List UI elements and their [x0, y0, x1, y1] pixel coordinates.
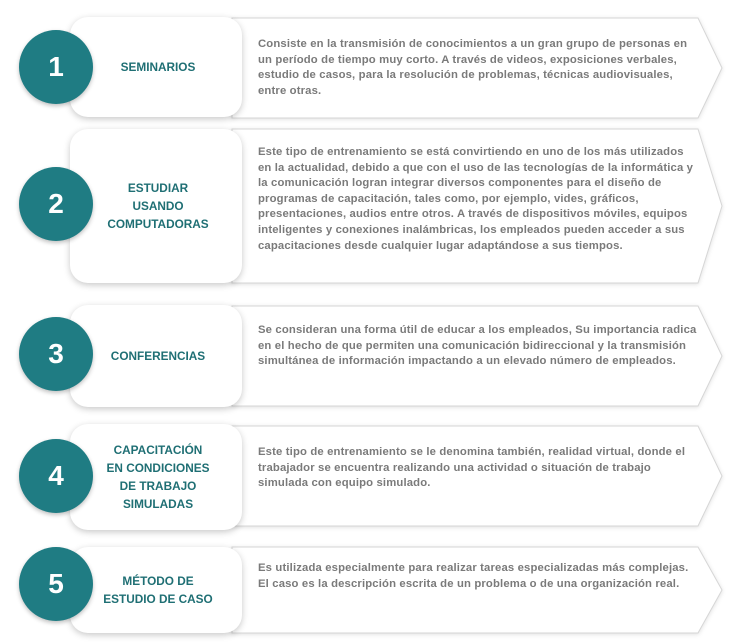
- title-line: USANDO: [132, 199, 184, 213]
- step-title-card: [70, 305, 242, 407]
- title-line: SIMULADAS: [122, 497, 194, 511]
- title-line: DE TRABAJO: [119, 479, 197, 493]
- step-description: Este tipo de entrenamiento se está convirtiendo en uno de los más utilizados en la actualidad, debido a que con el uso de las tecnologías de la informática y la comunicación logran integrar diversos componentes para el diseño de programas de capacitación, tales como, por ejemplo, vides, gráficos, presentaciones, audios entre otros. A través de dispositivos móviles, equipos inteligentes y conexiones inalámbricas, los empleados pueden acceder a sus capacitaciones desde cualquier lugar adaptándose a sus tiempos.: [258, 146, 694, 252]
- step-description: Este tipo de entrenamiento se le denomina también, realidad virtual, donde el trabajador se encuentra realizando una actividad o situación de trabajo simulada con equipo simulado.: [258, 446, 686, 490]
- step-5: [0, 545, 744, 635]
- step-number: 4: [48, 460, 64, 491]
- step-title: [105, 347, 207, 365]
- step-description: Es utilizada especialmente para realizar tareas especializadas más complejas. El caso es la descripción escrita de un problema o de una organización real.: [258, 562, 689, 590]
- step-number-badge: [19, 439, 93, 513]
- title-line: COMPUTADORAS: [107, 217, 209, 231]
- step-title: [101, 179, 210, 233]
- title-line: CAPACITACIÓN: [113, 443, 203, 457]
- step-4: [0, 422, 744, 532]
- title-line: ESTUDIO DE CASO: [103, 592, 213, 606]
- step-title: [115, 58, 198, 76]
- step-2: [0, 127, 744, 289]
- step-number-badge: [19, 547, 93, 621]
- step-title-card: [70, 129, 242, 283]
- step-title-card: [70, 17, 242, 117]
- step-3: [0, 302, 744, 410]
- step-1: [0, 14, 744, 122]
- step-title: [101, 441, 212, 513]
- step-number: 5: [48, 568, 64, 599]
- step-number: 3: [48, 338, 64, 369]
- step-title-card: [70, 547, 242, 633]
- title-line: MÉTODO DE: [122, 574, 194, 588]
- step-number: 1: [48, 51, 64, 82]
- title-line: ESTUDIAR: [127, 181, 189, 195]
- step-description: Consiste en la transmisión de conocimientos a un gran grupo de personas en un período de tiempo muy corto. A través de videos, exposiciones verbales, estudio de casos, para la resolución de problemas, técnicas audiovisuales, entre otras.: [258, 38, 688, 97]
- step-title-card: [70, 424, 242, 530]
- step-title: [97, 572, 214, 608]
- step-number-badge: [19, 167, 93, 241]
- step-number-badge: [19, 30, 93, 104]
- step-description: Se consideran una forma útil de educar a los empleados, Su importancia radica en el hecho de que permiten una comunicación bidireccional y la transmisión simultánea de información impactando a un elevado número de empleados.: [258, 324, 697, 368]
- title-line: SEMINARIOS: [120, 60, 196, 74]
- step-number: 2: [48, 188, 64, 219]
- title-line: EN CONDICIONES: [106, 461, 210, 475]
- step-number-badge: [19, 317, 93, 391]
- title-line: CONFERENCIAS: [110, 349, 206, 363]
